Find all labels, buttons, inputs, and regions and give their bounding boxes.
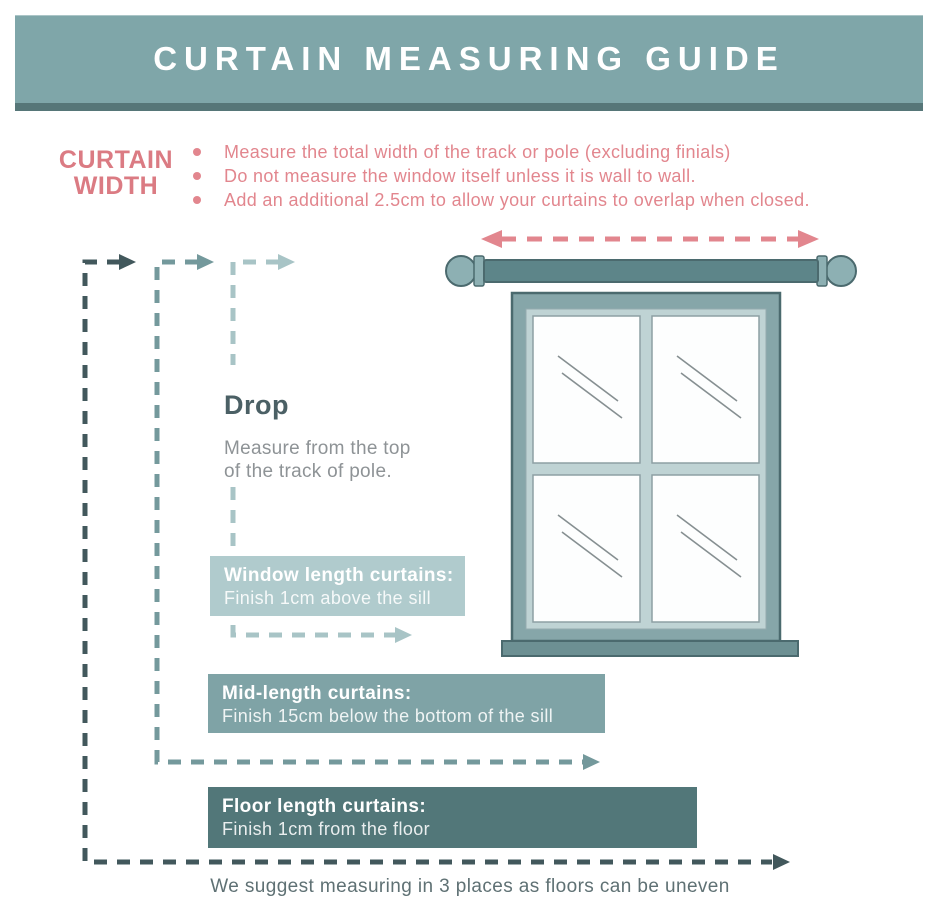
curtain-width-bullet-list [193,140,913,212]
page-title: CURTAIN MEASURING GUIDE [153,40,785,77]
window-length-box [210,556,465,616]
window-pane [652,475,759,622]
drop-description-line2: of the track of pole. [224,461,392,482]
mid-length-arrowhead [583,754,600,770]
bullet-text: Measure the total width of the track or pole (excluding finials) [224,142,731,162]
pole-bar [484,260,818,282]
footer-note: We suggest measuring in 3 places as floors can be uneven [210,876,730,897]
drop-description-line1: Measure from the top [224,438,411,459]
drop-heading: Drop [224,390,289,420]
window-pane [533,316,640,463]
curtain-width-label-line2: WIDTH [73,172,159,200]
floor-length-box-subtitle: Finish 1cm from the floor [222,819,431,839]
window-length-top-arrowhead [278,254,295,270]
bullet-dot-icon [193,172,201,180]
floor-length-top-arrowhead [119,254,136,270]
header-banner-strip [15,103,923,111]
curtain-width-label-line1: CURTAIN [58,146,174,174]
drop-description [224,437,454,483]
width-arrow-right-head [798,230,819,248]
mid-length-top-arrowhead [197,254,214,270]
bullet-item [193,164,913,188]
bullet-dot-icon [193,148,201,156]
mid-length-box [208,674,605,733]
curtain-width-label [55,147,177,199]
floor-length-arrowhead [773,854,790,870]
bullet-item [193,140,913,164]
pole-collar-left [474,256,484,286]
mid-length-box-title: Mid-length curtains: [222,683,412,704]
mid-length-box-subtitle: Finish 15cm below the bottom of the sill [222,706,554,726]
width-measure-arrow [481,230,819,248]
bullet-dot-icon [193,196,201,204]
header-banner [15,15,923,103]
window-pane [652,316,759,463]
width-arrow-left-head [481,230,502,248]
bullet-item [193,188,913,212]
window-illustration [502,293,798,656]
bullet-text: Add an additional 2.5cm to allow your curtains to overlap when closed. [224,190,810,210]
window-length-box-title: Window length curtains: [224,565,454,586]
pole-finial-left-icon [446,256,476,286]
floor-length-box-title: Floor length curtains: [222,796,427,817]
pole-finial-right-icon [826,256,856,286]
bullet-text: Do not measure the window itself unless it is wall to wall. [224,166,696,186]
window-pane [533,475,640,622]
floor-length-box [208,787,697,848]
window-sill [502,641,798,656]
curtain-pole [446,256,856,286]
window-length-arrowhead [395,627,412,643]
window-length-box-subtitle: Finish 1cm above the sill [224,588,432,608]
